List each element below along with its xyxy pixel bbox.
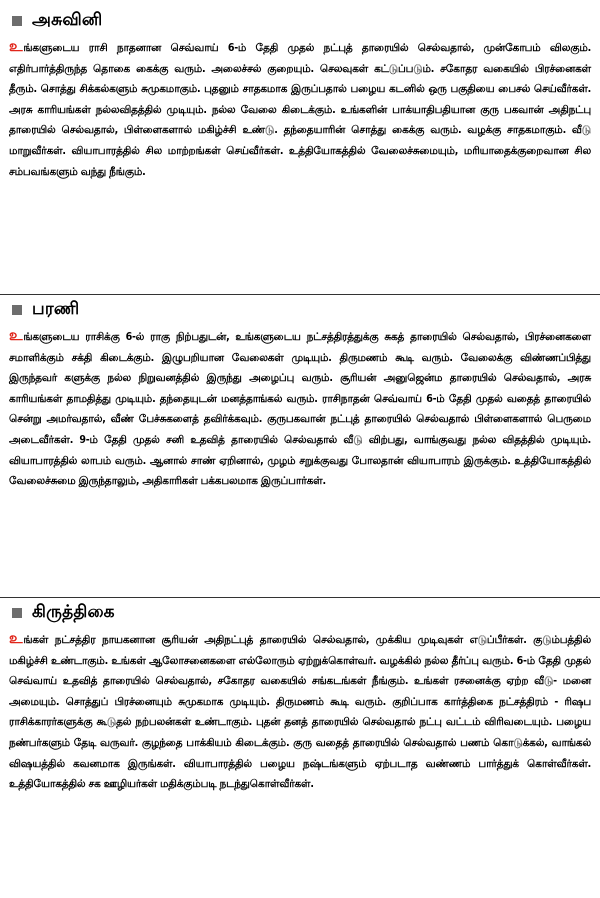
drop-cap: உ [9, 326, 23, 344]
section-ashwini [8, 6, 592, 290]
section-header [8, 295, 592, 325]
square-bullet-icon [12, 16, 22, 26]
section-krithigai [8, 598, 592, 898]
section-body [8, 325, 592, 492]
section-header [8, 598, 592, 628]
square-bullet-icon [12, 305, 22, 315]
section-body-text: ங்களுடைய ராசிக்கு 6-ல் ராகு நிற்பதுடன், உங்களுடைய நட்சத்திரத்துக்கு சுகத் தாரையில் செல்வதால், பிரச்னைகளை சமாளிக்கும் சக்தி கிடைக்கும். இழுபறியான வேலைகள் முடியும். திருமணம் கூடி வரும். வேலைக்கு விண்ணப்பித்து இருந்தவர் களுக்கு நல்ல நிறுவனத்தில் இருந்து அழைப்பு வரும். சூரியன் அனுஜென்ம தாரையில் செல்வதால், அரசு காரியங்கள் தாமதித்து முடியும். தந்தையுடன் மனத்தாங்கல் வரும். ராசிநாதன் செவ்வாய் 6-ம் தேதி முதல் வதைத் தாரையில் சென்று அமர்வதால், வீண் பேச்சுகளைத் தவிர்க்கவும். குருபகவான் நட்புத் தாரையில் செல்வதால் பிள்ளைகளால் பெருமை அடைவீர்கள். 9-ம் தேதி முதல் சனி உதவித் தாரையில் செல்வதால் வீடு விற்பது, வாங்குவது நல்ல விதத்தில் முடியும். வியாபாரத்தில் லாபம் வரும். ஆனால் சாண் ஏறினால், முழம் சறுக்குவது போலதான் வியாபாரம் இருக்கும். உத்தியோகத்தில் வேலைச்சுமை இருந்தாலும், அதிகாரிகள் பக்கபலமாக இருப்பார்கள். [9, 331, 591, 488]
drop-cap: உ [9, 37, 23, 55]
section-heading: பரணி [32, 299, 80, 319]
section-header [8, 6, 592, 36]
section-body [8, 36, 592, 182]
section-heading: அசுவினி [32, 10, 103, 30]
square-bullet-icon [12, 608, 22, 618]
section-body-text: ங்களுடைய ராசி நாதனான செவ்வாய் 6-ம் தேதி முதல் நட்புத் தாரையில் செல்வதால், முன்கோபம் விலகும். எதிர்பார்த்திருந்த தொகை கைக்கு வரும். அலைச்சல் குறையும். செலவுகள் கட்டுப்படும். சகோதர வகையில் பிரச்னைகள் தீரும். சொத்து சிக்கல்களும் சுமுகமாகும். புதனும் சாதகமாக இருப்பதால் பழைய கடனில் ஒரு பகுதியை பைசல் செய்வீர்கள். அரசு காரியங்கள் நல்லவிதத்தில் முடியும். நல்ல வேலை கிடைக்கும். உங்களின் பாக்யாதிபதியான குரு பகவான் அதிநட்பு தாரையில் செல்வதால், பிள்ளைகளால் மகிழ்ச்சி உண்டு. தந்தையாரின் சொத்து கைக்கு வரும். வழக்கு சாதகமாகும். வீடு மாறுவீர்கள். வியாபாரத்தில் சில மாற்றங்கள் செய்வீர்கள். உத்தியோகத்தில் வேலைச்சுமையும், மரியாதைக்குறைவான சில சம்பவங்களும் வந்து நீங்கும். [9, 42, 591, 178]
section-body [8, 628, 592, 795]
section-body-text: ங்கள் நட்சத்திர நாயகனான சூரியன் அதிநட்புத் தாரையில் செல்வதால், முக்கிய முடிவுகள் எடுப்பீர்கள். குடும்பத்தில் மகிழ்ச்சி உண்டாகும். உங்கள் ஆலோசனைகளை எல்லோரும் ஏற்றுக்கொள்வர். வழக்கில் நல்ல தீர்ப்பு வரும். 6-ம் தேதி முதல் செவ்வாய் உதவித் தாரையில் செல்வதால், சகோதர வகையில் சங்கடங்கள் நீங்கும். உங்கள் ரசனைக்கு ஏற்ற வீடு- மனை அமையும். சொத்துப் பிரச்னையும் சுமுகமாக முடியும். திருமணம் கூடி வரும். குறிப்பாக கார்த்திகை நட்சத்திரம் - ரிஷப ராசிக்காரர்களுக்கு கூடுதல் நற்பலன்கள் உண்டாகும். புதன் தனத் தாரையில் செல்வதால் நட்பு வட்டம் விரிவடையும். பழைய நண்பர்களும் தேடி வருவர். குழந்தை பாக்கியம் கிடைக்கும். குரு வதைத் தாரையில் செல்வதால் பணம் கொடுக்கல், வாங்கல் விஷயத்தில் கவனமாக இருங்கள். வியாபாரத்தில் பழைய நஷ்டங்களும் ஏற்படாத வண்ணம் பார்த்துக் கொள்வீர்கள். உத்தியோகத்தில் சக ஊழியர்கள் மதிக்கும்படி நடந்துகொள்வீர்கள். [9, 634, 591, 791]
section-heading: கிருத்திகை [32, 602, 115, 622]
section-bharani [8, 295, 592, 593]
drop-cap: உ [9, 629, 23, 647]
